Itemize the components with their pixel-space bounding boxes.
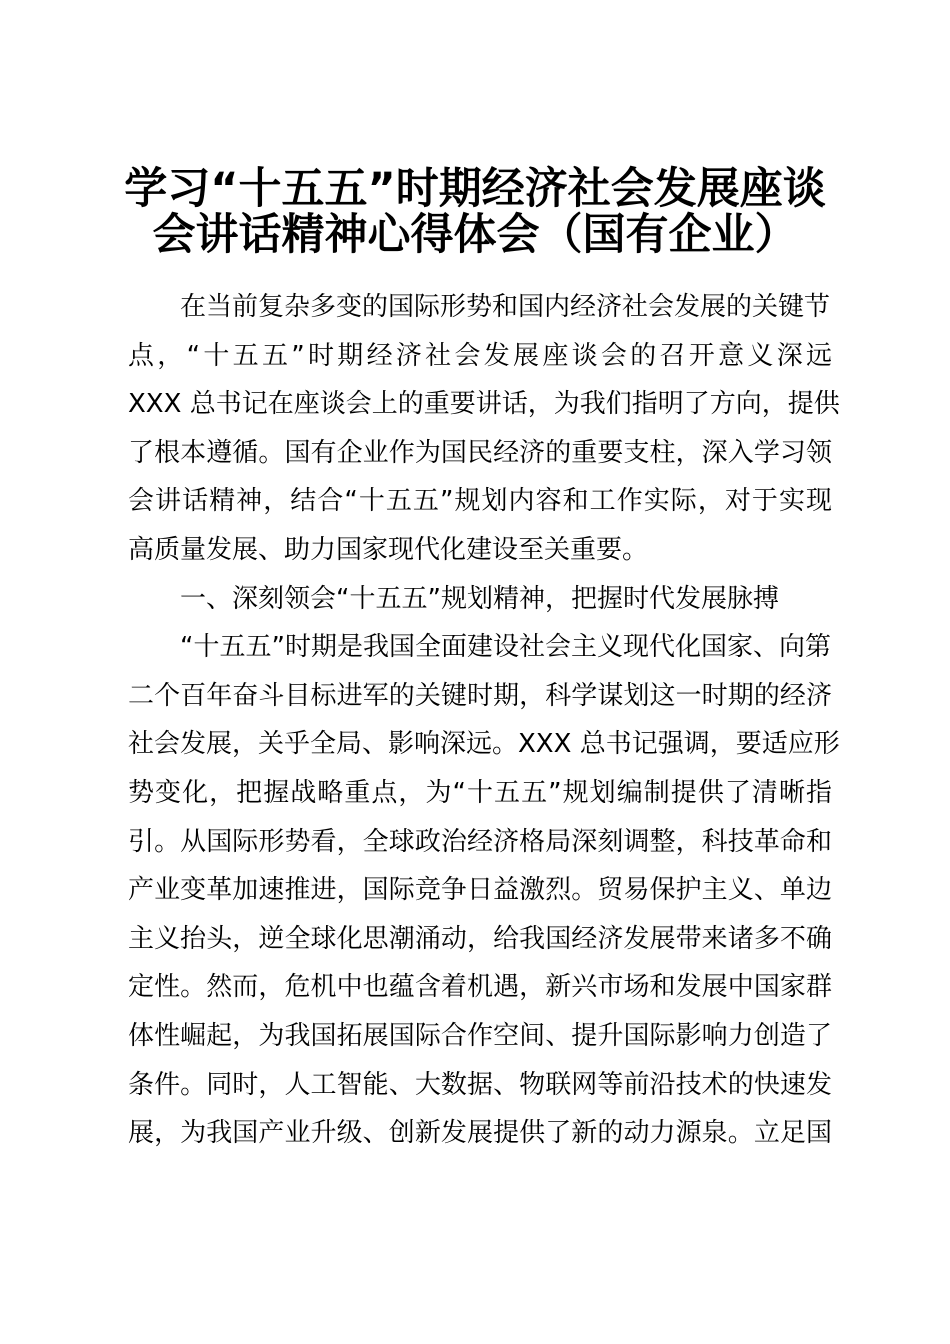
body-line: 体性崛起，为我国拓展国际合作空间、提升国际影响力创造了: [128, 1020, 832, 1051]
body-line: “十五五”时期是我国全面建设社会主义现代化国家、向第: [180, 632, 831, 663]
title-line-1: 学习“十五五”时期经济社会发展座谈: [124, 164, 826, 214]
body-line: 社会发展，关乎全局、影响深远。XXX 总书记强调，要适应形: [128, 729, 840, 760]
section-heading: 一、深刻领会“十五五”规划精神，把握时代发展脉搏: [180, 583, 779, 614]
body-line: 势变化，把握战略重点，为“十五五”规划编制提供了清晰指: [128, 777, 832, 808]
title-line-2: 会讲话精神心得体会（国有企业）: [152, 210, 798, 260]
body-line: 产业变革加速推进，国际竞争日益激烈。贸易保护主义、单边: [128, 875, 832, 906]
body-line: 在当前复杂多变的国际形势和国内经济社会发展的关键节: [180, 292, 831, 322]
body-line: 展，为我国产业升级、创新发展提供了新的动力源泉。立足国: [128, 1118, 832, 1149]
body-line: 会讲话精神，结合“十五五”规划内容和工作实际，对于实现: [128, 486, 832, 517]
document-title: [0, 166, 950, 258]
body-line: 条件。同时，人工智能、大数据、物联网等前沿技术的快速发: [128, 1069, 832, 1100]
body-line: XXX 总书记在座谈会上的重要讲话，为我们指明了方向，提供: [128, 389, 840, 420]
body-line: 主义抬头，逆全球化思潮涌动，给我国经济发展带来诸多不确: [128, 923, 832, 954]
body-line: 定性。然而，危机中也蕴含着机遇，新兴市场和发展中国家群: [128, 972, 832, 1003]
body-line: 二个百年奋斗目标进军的关键时期，科学谋划这一时期的经济: [128, 680, 832, 711]
body-line: 了根本遵循。国有企业作为国民经济的重要支柱，深入学习领: [128, 437, 832, 468]
document-body: [128, 283, 840, 1158]
body-line: 引。从国际形势看，全球政治经济格局深刻调整，科技革命和: [128, 826, 832, 857]
body-line: 点，“十五五”时期经济社会发展座谈会的召开意义深远: [128, 340, 832, 371]
body-line: 高质量发展、助力国家现代化建设至关重要。: [128, 534, 649, 565]
